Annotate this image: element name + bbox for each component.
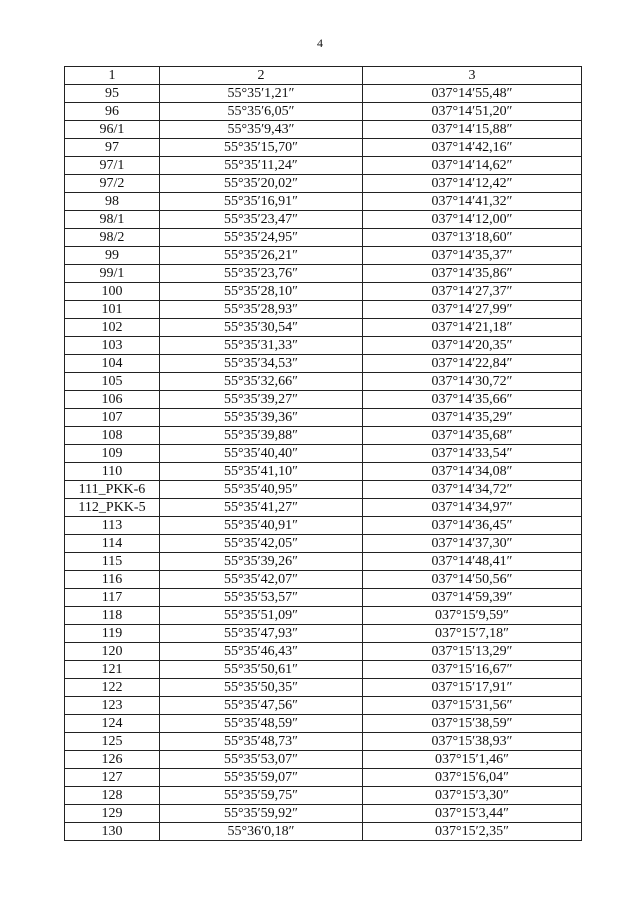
latitude-cell: 55°35′41,27″ [160, 499, 363, 517]
latitude-cell: 55°35′50,35″ [160, 679, 363, 697]
longitude-cell: 037°14′34,72″ [363, 481, 582, 499]
latitude-cell: 55°35′1,21″ [160, 85, 363, 103]
latitude-cell: 55°35′32,66″ [160, 373, 363, 391]
table-row [65, 211, 582, 229]
point-cell: 118 [65, 607, 160, 625]
point-cell: 108 [65, 427, 160, 445]
table-row [65, 715, 582, 733]
point-cell: 116 [65, 571, 160, 589]
table-row [65, 355, 582, 373]
longitude-cell: 037°14′33,54″ [363, 445, 582, 463]
table-row [65, 121, 582, 139]
longitude-cell: 037°14′12,42″ [363, 175, 582, 193]
latitude-cell: 55°35′34,53″ [160, 355, 363, 373]
point-cell: 97/1 [65, 157, 160, 175]
longitude-cell: 037°15′38,59″ [363, 715, 582, 733]
table-row [65, 787, 582, 805]
point-cell: 101 [65, 301, 160, 319]
table-row [65, 463, 582, 481]
longitude-cell: 037°14′27,99″ [363, 301, 582, 319]
table-row [65, 247, 582, 265]
page-number: 4 [317, 36, 323, 50]
latitude-cell: 55°35′23,76″ [160, 265, 363, 283]
point-cell: 117 [65, 589, 160, 607]
latitude-cell: 55°35′40,40″ [160, 445, 363, 463]
point-cell: 95 [65, 85, 160, 103]
point-cell: 99/1 [65, 265, 160, 283]
point-cell: 111_PKK-6 [65, 481, 160, 499]
longitude-cell: 037°15′6,04″ [363, 769, 582, 787]
longitude-cell: 037°14′50,56″ [363, 571, 582, 589]
table-row [65, 661, 582, 679]
table-row [65, 499, 582, 517]
longitude-cell: 037°15′13,29″ [363, 643, 582, 661]
latitude-cell: 55°35′9,43″ [160, 121, 363, 139]
longitude-cell: 037°14′36,45″ [363, 517, 582, 535]
point-cell: 124 [65, 715, 160, 733]
point-cell: 121 [65, 661, 160, 679]
point-cell: 106 [65, 391, 160, 409]
table-row [65, 409, 582, 427]
latitude-cell: 55°35′46,43″ [160, 643, 363, 661]
latitude-cell: 55°35′16,91″ [160, 193, 363, 211]
longitude-cell: 037°14′14,62″ [363, 157, 582, 175]
longitude-cell: 037°15′17,91″ [363, 679, 582, 697]
table-row [65, 589, 582, 607]
longitude-cell: 037°14′27,37″ [363, 283, 582, 301]
latitude-cell: 55°35′59,75″ [160, 787, 363, 805]
longitude-cell: 037°14′35,37″ [363, 247, 582, 265]
longitude-cell: 037°15′2,35″ [363, 823, 582, 841]
longitude-cell: 037°14′35,68″ [363, 427, 582, 445]
longitude-cell: 037°14′35,66″ [363, 391, 582, 409]
point-cell: 103 [65, 337, 160, 355]
table-row [65, 517, 582, 535]
table-row [65, 535, 582, 553]
table-row [65, 301, 582, 319]
latitude-cell: 55°35′23,47″ [160, 211, 363, 229]
latitude-cell: 55°35′53,07″ [160, 751, 363, 769]
latitude-cell: 55°35′28,93″ [160, 301, 363, 319]
table-row [65, 337, 582, 355]
point-cell: 96/1 [65, 121, 160, 139]
table-row [65, 85, 582, 103]
latitude-cell: 55°35′40,95″ [160, 481, 363, 499]
table-row [65, 553, 582, 571]
latitude-cell: 55°35′28,10″ [160, 283, 363, 301]
point-cell: 125 [65, 733, 160, 751]
latitude-cell: 55°35′26,21″ [160, 247, 363, 265]
table-row [65, 571, 582, 589]
longitude-cell: 037°14′35,86″ [363, 265, 582, 283]
table-row [65, 391, 582, 409]
latitude-cell: 55°35′59,92″ [160, 805, 363, 823]
table-row [65, 265, 582, 283]
point-cell: 130 [65, 823, 160, 841]
longitude-cell: 037°15′1,46″ [363, 751, 582, 769]
latitude-cell: 55°35′48,59″ [160, 715, 363, 733]
table-row [65, 157, 582, 175]
longitude-cell: 037°15′38,93″ [363, 733, 582, 751]
point-cell: 98/1 [65, 211, 160, 229]
point-cell: 122 [65, 679, 160, 697]
table-row [65, 481, 582, 499]
latitude-cell: 55°35′42,07″ [160, 571, 363, 589]
latitude-cell: 55°35′15,70″ [160, 139, 363, 157]
header-row [65, 67, 582, 85]
longitude-cell: 037°14′22,84″ [363, 355, 582, 373]
latitude-cell: 55°35′42,05″ [160, 535, 363, 553]
point-cell: 104 [65, 355, 160, 373]
point-cell: 110 [65, 463, 160, 481]
table-row [65, 229, 582, 247]
table-row [65, 193, 582, 211]
table-row [65, 625, 582, 643]
longitude-cell: 037°14′48,41″ [363, 553, 582, 571]
table-row [65, 733, 582, 751]
latitude-cell: 55°35′50,61″ [160, 661, 363, 679]
latitude-cell: 55°35′11,24″ [160, 157, 363, 175]
longitude-cell: 037°15′16,67″ [363, 661, 582, 679]
point-cell: 126 [65, 751, 160, 769]
longitude-cell: 037°15′31,56″ [363, 697, 582, 715]
latitude-cell: 55°35′30,54″ [160, 319, 363, 337]
table-row [65, 373, 582, 391]
table-row [65, 139, 582, 157]
point-cell: 97 [65, 139, 160, 157]
point-cell: 129 [65, 805, 160, 823]
point-cell: 107 [65, 409, 160, 427]
table-row [65, 103, 582, 121]
longitude-cell: 037°15′3,44″ [363, 805, 582, 823]
longitude-cell: 037°14′34,08″ [363, 463, 582, 481]
longitude-cell: 037°14′34,97″ [363, 499, 582, 517]
point-cell: 96 [65, 103, 160, 121]
point-cell: 112_PKK-5 [65, 499, 160, 517]
column-header-longitude: 3 [363, 67, 582, 85]
longitude-cell: 037°13′18,60″ [363, 229, 582, 247]
longitude-cell: 037°14′51,20″ [363, 103, 582, 121]
latitude-cell: 55°35′53,57″ [160, 589, 363, 607]
table-header [65, 67, 582, 85]
point-cell: 100 [65, 283, 160, 301]
latitude-cell: 55°35′48,73″ [160, 733, 363, 751]
table-row [65, 697, 582, 715]
point-cell: 109 [65, 445, 160, 463]
table-row [65, 769, 582, 787]
point-cell: 98/2 [65, 229, 160, 247]
point-cell: 123 [65, 697, 160, 715]
point-cell: 127 [65, 769, 160, 787]
latitude-cell: 55°35′47,93″ [160, 625, 363, 643]
latitude-cell: 55°36′0,18″ [160, 823, 363, 841]
longitude-cell: 037°14′15,88″ [363, 121, 582, 139]
longitude-cell: 037°14′21,18″ [363, 319, 582, 337]
latitude-cell: 55°35′39,36″ [160, 409, 363, 427]
table-row [65, 805, 582, 823]
table-row [65, 679, 582, 697]
latitude-cell: 55°35′31,33″ [160, 337, 363, 355]
latitude-cell: 55°35′6,05″ [160, 103, 363, 121]
longitude-cell: 037°14′30,72″ [363, 373, 582, 391]
latitude-cell: 55°35′24,95″ [160, 229, 363, 247]
column-header-point: 1 [65, 67, 160, 85]
table-row [65, 643, 582, 661]
point-cell: 115 [65, 553, 160, 571]
point-cell: 119 [65, 625, 160, 643]
latitude-cell: 55°35′59,07″ [160, 769, 363, 787]
point-cell: 128 [65, 787, 160, 805]
latitude-cell: 55°35′39,88″ [160, 427, 363, 445]
longitude-cell: 037°14′42,16″ [363, 139, 582, 157]
table-row [65, 427, 582, 445]
latitude-cell: 55°35′51,09″ [160, 607, 363, 625]
point-cell: 99 [65, 247, 160, 265]
point-cell: 120 [65, 643, 160, 661]
latitude-cell: 55°35′47,56″ [160, 697, 363, 715]
longitude-cell: 037°14′59,39″ [363, 589, 582, 607]
table-row [65, 283, 582, 301]
column-header-latitude: 2 [160, 67, 363, 85]
longitude-cell: 037°14′55,48″ [363, 85, 582, 103]
latitude-cell: 55°35′40,91″ [160, 517, 363, 535]
latitude-cell: 55°35′41,10″ [160, 463, 363, 481]
latitude-cell: 55°35′20,02″ [160, 175, 363, 193]
table-row [65, 823, 582, 841]
table-row [65, 751, 582, 769]
table-row [65, 607, 582, 625]
coordinates-table [64, 66, 582, 841]
table-row [65, 319, 582, 337]
point-cell: 102 [65, 319, 160, 337]
latitude-cell: 55°35′39,26″ [160, 553, 363, 571]
point-cell: 114 [65, 535, 160, 553]
longitude-cell: 037°15′7,18″ [363, 625, 582, 643]
longitude-cell: 037°14′37,30″ [363, 535, 582, 553]
point-cell: 97/2 [65, 175, 160, 193]
longitude-cell: 037°15′9,59″ [363, 607, 582, 625]
point-cell: 98 [65, 193, 160, 211]
point-cell: 105 [65, 373, 160, 391]
longitude-cell: 037°15′3,30″ [363, 787, 582, 805]
table-row [65, 175, 582, 193]
latitude-cell: 55°35′39,27″ [160, 391, 363, 409]
longitude-cell: 037°14′35,29″ [363, 409, 582, 427]
longitude-cell: 037°14′41,32″ [363, 193, 582, 211]
table-body [65, 85, 582, 841]
longitude-cell: 037°14′20,35″ [363, 337, 582, 355]
point-cell: 113 [65, 517, 160, 535]
table-row [65, 445, 582, 463]
longitude-cell: 037°14′12,00″ [363, 211, 582, 229]
